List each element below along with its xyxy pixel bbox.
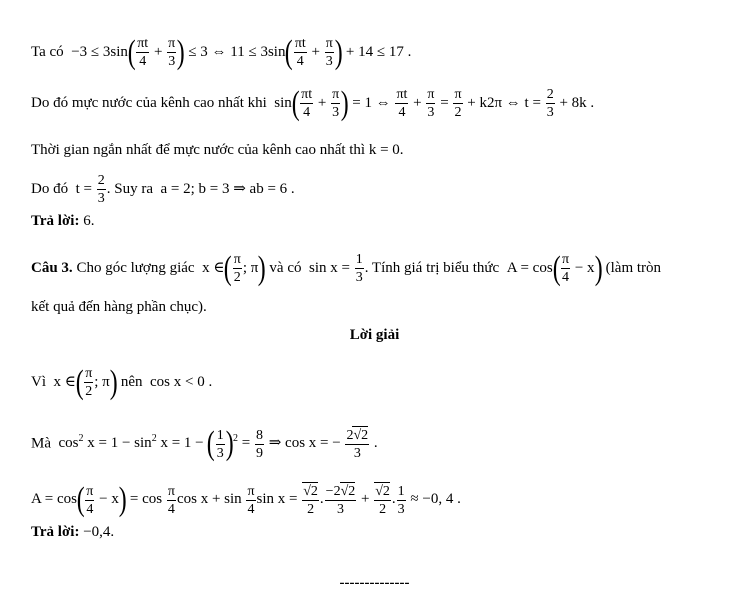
math-t-value: t = $\frac{2}{3}$ <box>71 173 105 206</box>
answer-value: 6. <box>83 213 95 229</box>
paragraph-shortest-time: Thời gian ngắn nhất để mực nước của kênh cao nhất thì k = 0. <box>31 142 404 158</box>
math-x-interval: x ∈( $\frac{\pi}{2}$ ; π) <box>198 249 266 287</box>
solution-line-1 <box>31 365 212 400</box>
text-prefix: Ta có <box>31 43 64 60</box>
paragraph-max-level <box>31 86 594 121</box>
answer-line <box>31 214 94 229</box>
text-prefix: Mà <box>31 435 51 452</box>
separator: -------------- <box>339 575 410 591</box>
answer-value: −0,4. <box>83 524 115 540</box>
math-A-expression: A = cos( $\frac{\pi}{4}$ − x) <box>502 249 603 287</box>
text-prefix: Do đó mực nước của kênh cao nhất khi <box>31 94 267 111</box>
math-cos-value: $\cos^2 x = 1 - \sin^2 x = 1$ − ( $\frac{1}{3}$ )$^2$ = $\frac{8}{9}$ ⇒ cos x = − $\frac{2√2}{3}$ . <box>54 425 378 462</box>
answer-label: Trả lời: <box>31 213 80 229</box>
math-sin-equation: sin( $\frac{\pi t}{4}$ + $\frac{\pi}{3}$ ) = 1 ⇔ $\frac{\pi t}{4}$ + $\frac{\pi}{3}$ = $\frac{\pi}{2}$ + k2π ⇔ t = $\frac{2}{3}$ + 8k . <box>270 84 595 122</box>
solution-line-2 <box>31 426 378 462</box>
math-cos-negative: cos x < 0 . <box>146 373 213 390</box>
math-A-value: A = cos( $\frac{\pi}{4}$ − x) = cos $\frac{\pi}{4}$ cos x + sin $\frac{\pi}{4}$ sin x = $\frac{√2}{2}$ . $\frac{-2√2}{3}$ + $\frac{√2}{2}$ . $\frac{1}{3}$ ≈ −0, 4 . <box>31 481 461 518</box>
question-text: Cho góc lượng giác <box>76 259 195 276</box>
text-mid: . Suy ra <box>106 180 153 197</box>
paragraph-range <box>31 35 411 70</box>
solution-title: Lời giải <box>349 327 400 343</box>
question-3-continued: kết quả đến hàng phần chục). <box>31 299 207 315</box>
text-mid: nên <box>120 373 143 390</box>
text-prefix: Do đó <box>31 180 69 197</box>
question-text: (làm tròn <box>605 259 662 276</box>
math-ab: a = 2; b = 3 ⇒ ab = 6 . <box>156 180 295 197</box>
solution-line-3 <box>31 482 461 518</box>
answer-label: Trả lời: <box>31 524 80 540</box>
question-text: và có <box>269 259 302 276</box>
question-text: . Tính giá trị biểu thức <box>364 259 500 276</box>
paragraph-result-t <box>31 172 295 207</box>
math-x-interval: x ∈( $\frac{\pi}{2}$ ; π) <box>49 363 118 401</box>
answer-line <box>31 525 114 540</box>
question-3 <box>31 251 661 286</box>
math-sin-x: sin x = $\frac{1}{3}$ <box>305 252 363 285</box>
question-label: Câu 3. <box>31 259 73 276</box>
math-inequality: −3 ≤ 3sin( $\frac{\pi t}{4}$ + $\frac{\pi}{3}$ ) ≤ 3 ⇔ 11 ≤ 3sin( $\frac{\pi t}{4}$ + $\frac{\pi}{3}$ ) + 14 ≤ 17 . <box>67 33 412 71</box>
text-prefix: Vì <box>31 373 46 390</box>
